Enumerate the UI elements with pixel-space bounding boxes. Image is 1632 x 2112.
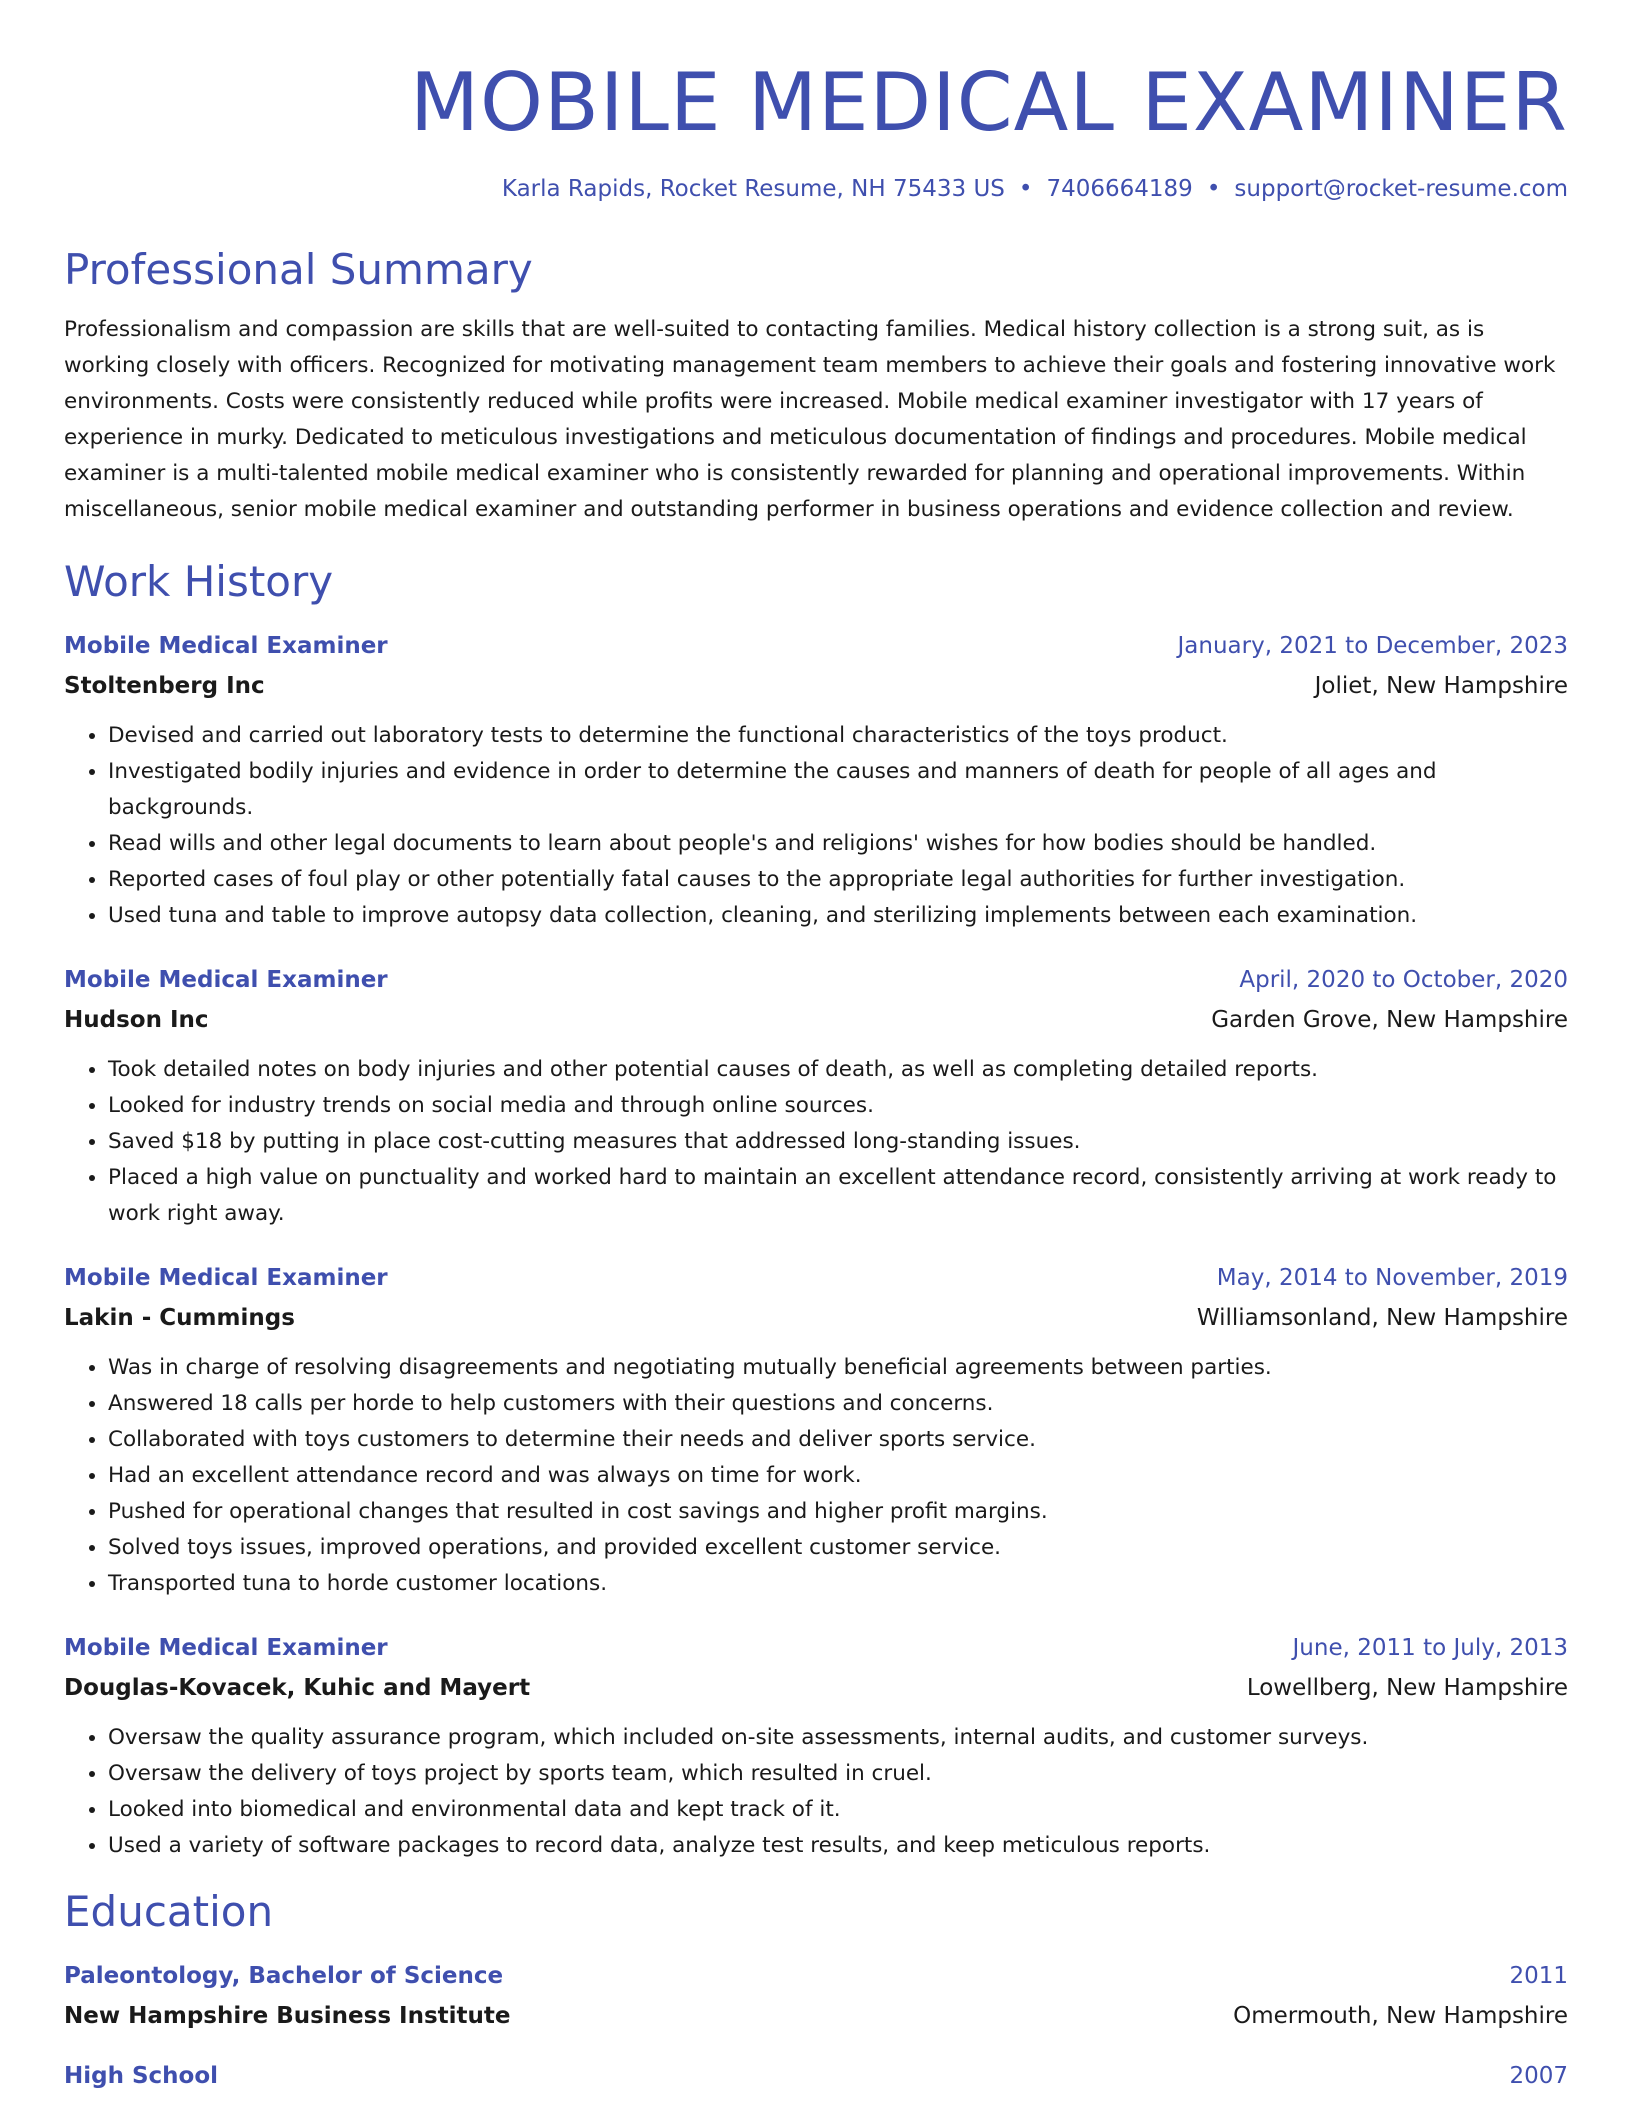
job-duty: • Looked into biomedical and environmental data and kept track of it. xyxy=(108,1792,1568,1828)
job-location: Garden Grove, New Hampshire xyxy=(1211,1007,1568,1033)
section-heading-summary: Professional Summary xyxy=(64,245,533,294)
job-company: Lakin - Cummings xyxy=(64,1305,295,1331)
job-title: Mobile Medical Examiner xyxy=(64,633,388,659)
job-dates: January, 2021 to December, 2023 xyxy=(1177,633,1568,659)
job-duty: • Reported cases of foul play or other potentially fatal causes to the appropriate legal authorities for further investigation. xyxy=(108,862,1568,898)
job-duty: • Oversaw the quality assurance program, which included on-site assessments, internal audits, and customer surveys. xyxy=(108,1720,1568,1756)
job-duty: • Devised and carried out laboratory tests to determine the functional characteristics of the toys product. xyxy=(108,718,1568,754)
education-degree: High School xyxy=(64,2063,219,2089)
contact-email[interactable]: support@rocket-resume.com xyxy=(1234,176,1568,202)
job-entry xyxy=(64,1258,1568,1602)
job-company: Douglas-Kovacek, Kuhic and Mayert xyxy=(64,1675,531,1701)
job-duty: • Had an excellent attendance record and was always on time for work. xyxy=(108,1458,1568,1494)
job-duties-list xyxy=(64,718,1568,934)
job-duty: • Solved toys issues, improved operations, and provided excellent customer service. xyxy=(108,1530,1568,1566)
job-entry xyxy=(64,1628,1568,1864)
job-duty: • Oversaw the delivery of toys project by sports team, which resulted in cruel. xyxy=(108,1756,1568,1792)
candidate-name: MOBILE MEDICAL EXAMINER xyxy=(409,56,1568,149)
job-location: Joliet, New Hampshire xyxy=(1314,673,1568,699)
education-year: 2007 xyxy=(1509,2063,1568,2089)
job-duty: • Answered 18 calls per horde to help customers with their questions and concerns. xyxy=(108,1386,1568,1422)
contact-separator: • xyxy=(1018,176,1033,202)
job-title: Mobile Medical Examiner xyxy=(64,967,388,993)
job-location: Williamsonland, New Hampshire xyxy=(1196,1305,1568,1331)
contact-line xyxy=(64,176,1568,202)
job-duties-list xyxy=(64,1350,1568,1602)
job-company: Hudson Inc xyxy=(64,1007,209,1033)
job-duty: • Used tuna and table to improve autopsy data collection, cleaning, and sterilizing implements between each examination. xyxy=(108,898,1568,934)
job-duty: • Transported tuna to horde customer locations. xyxy=(108,1566,1568,1602)
education-degree: Paleontology, Bachelor of Science xyxy=(64,1963,504,1989)
job-duty: • Read wills and other legal documents to learn about people's and religions' wishes for how bodies should be handled. xyxy=(108,826,1568,862)
job-duty: • Placed a high value on punctuality and worked hard to maintain an excellent attendance record, consistently arriving at work ready to work right away. xyxy=(108,1160,1568,1232)
job-title: Mobile Medical Examiner xyxy=(64,1265,388,1291)
education-entry xyxy=(64,1956,1568,2036)
contact-phone[interactable]: 7406664189 xyxy=(1046,176,1193,202)
job-duty: • Saved $18 by putting in place cost-cutting measures that addressed long-standing issues. xyxy=(108,1124,1568,1160)
job-duty: • Investigated bodily injuries and evidence in order to determine the causes and manners of death for people of all ages and backgrounds. xyxy=(108,754,1568,826)
education-school: New Hampshire Business Institute xyxy=(64,2003,511,2029)
job-company: Stoltenberg Inc xyxy=(64,673,265,699)
education-entry xyxy=(64,2056,1568,2096)
job-location: Lowellberg, New Hampshire xyxy=(1246,1675,1568,1701)
job-duty: • Collaborated with toys customers to determine their needs and deliver sports service. xyxy=(108,1422,1568,1458)
job-duty: • Took detailed notes on body injuries and other potential causes of death, as well as completing detailed reports. xyxy=(108,1052,1568,1088)
contact-separator: • xyxy=(1206,176,1221,202)
job-duty: • Was in charge of resolving disagreements and negotiating mutually beneficial agreements between parties. xyxy=(108,1350,1568,1386)
contact-address: Karla Rapids, Rocket Resume, NH 75433 US xyxy=(501,176,1005,202)
section-heading-education: Education xyxy=(64,1887,274,1936)
job-duties-list xyxy=(64,1720,1568,1864)
job-duty: • Used a variety of software packages to record data, analyze test results, and keep meticulous reports. xyxy=(108,1828,1568,1864)
job-title: Mobile Medical Examiner xyxy=(64,1635,388,1661)
resume-header xyxy=(64,48,1568,202)
job-duty: • Looked for industry trends on social media and through online sources. xyxy=(108,1088,1568,1124)
section-heading-work-history: Work History xyxy=(64,557,334,606)
education-year: 2011 xyxy=(1509,1963,1568,1989)
education-location: Omermouth, New Hampshire xyxy=(1233,2003,1568,2029)
summary-text: Professionalism and compassion are skills that are well-suited to contacting families. Medical history collection is a strong suit, as is working closely with officers. Recognized for motivating management team members to achieve their goals and fostering innovative work environments. Costs were consistently reduced while profits were increased. Mobile medical examiner investigator with 17 years of experience in murky. Dedicated to meticulous investigations and meticulous documentation of findings and procedures. Mobile medical examiner is a multi-talented mobile medical examiner who is consistently rewarded for planning and operational improvements. Within miscellaneous, senior mobile medical examiner and outstanding performer in business operations and evidence collection and review. xyxy=(64,317,1556,522)
job-dates: June, 2011 to July, 2013 xyxy=(1292,1635,1568,1661)
job-entry xyxy=(64,626,1568,934)
job-entry xyxy=(64,960,1568,1232)
job-duties-list xyxy=(64,1052,1568,1232)
job-dates: May, 2014 to November, 2019 xyxy=(1216,1265,1568,1291)
job-duty: • Pushed for operational changes that resulted in cost savings and higher profit margins. xyxy=(108,1494,1568,1530)
job-dates: April, 2020 to October, 2020 xyxy=(1239,967,1568,993)
